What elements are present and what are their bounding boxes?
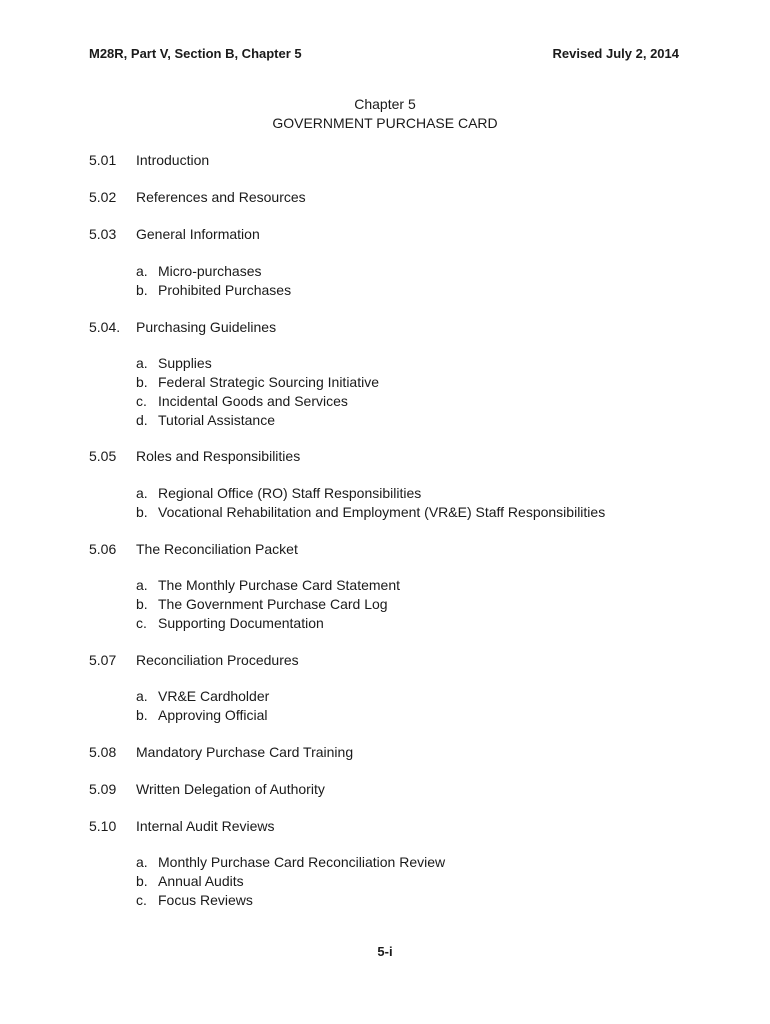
section-number: 5.07 [89,652,117,668]
section-title: Purchasing Guidelines [136,319,277,335]
section-number: 5.04. [89,319,121,335]
subsection-letter: c. [136,615,147,631]
subsection-title: Focus Reviews [158,892,253,908]
subsection-title: Federal Strategic Sourcing Initiative [158,374,379,390]
subsection-letter: b. [136,282,148,298]
chapter-title: GOVERNMENT PURCHASE CARD [272,115,498,131]
subsection-letter: c. [136,892,147,908]
subsection-title: Approving Official [158,707,268,723]
section-title: Reconciliation Procedures [136,652,299,668]
section-number: 5.06 [89,541,117,557]
section-title: Roles and Responsibilities [136,448,301,464]
header-document-reference: M28R, Part V, Section B, Chapter 5 [89,46,302,61]
subsection-title: Micro-purchases [158,263,262,279]
subsection-letter: a. [136,263,148,279]
subsection-letter: a. [136,854,148,870]
page-number: 5-i [377,944,393,959]
subsection-title: The Monthly Purchase Card Statement [158,577,401,593]
subsection-letter: b. [136,707,148,723]
section-title: Introduction [136,152,210,168]
subsection-title: Supplies [158,355,212,371]
subsection-title: Supporting Documentation [158,615,324,631]
section-number: 5.08 [89,744,117,760]
subsection-letter: a. [136,577,148,593]
subsection-title: Annual Audits [158,873,244,889]
subsection-title: VR&E Cardholder [158,688,270,704]
section-number: 5.10 [89,818,117,834]
subsection-title: Tutorial Assistance [158,412,275,428]
subsection-title: Prohibited Purchases [158,282,292,298]
header-revision-date: Revised July 2, 2014 [552,46,679,61]
section-title: References and Resources [136,189,306,205]
subsection-letter: b. [136,873,148,889]
section-number: 5.01 [89,152,117,168]
subsection-title: Monthly Purchase Card Reconciliation Review [158,854,446,870]
subsection-title: Regional Office (RO) Staff Responsibilities [158,485,422,501]
section-title: The Reconciliation Packet [136,541,298,557]
section-number: 5.09 [89,781,117,797]
section-title: Internal Audit Reviews [136,818,275,834]
chapter-number: Chapter 5 [354,96,416,112]
section-title: General Information [136,226,260,242]
subsection-title: Vocational Rehabilitation and Employment (VR&E) Staff Responsibilities [158,504,606,520]
subsection-letter: c. [136,393,147,409]
subsection-letter: b. [136,596,148,612]
page-header [89,46,679,66]
section-number: 5.02 [89,189,117,205]
subsection-letter: a. [136,355,148,371]
subsection-letter: b. [136,374,148,390]
section-number: 5.03 [89,226,117,242]
subsection-letter: d. [136,412,148,428]
chapter-title-block [0,95,770,133]
subsection-letter: a. [136,688,148,704]
subsection-letter: a. [136,485,148,501]
section-title: Mandatory Purchase Card Training [136,744,354,760]
subsection-letter: b. [136,504,148,520]
subsection-title: Incidental Goods and Services [158,393,348,409]
subsection-title: The Government Purchase Card Log [158,596,388,612]
section-number: 5.05 [89,448,117,464]
section-title: Written Delegation of Authority [136,781,325,797]
